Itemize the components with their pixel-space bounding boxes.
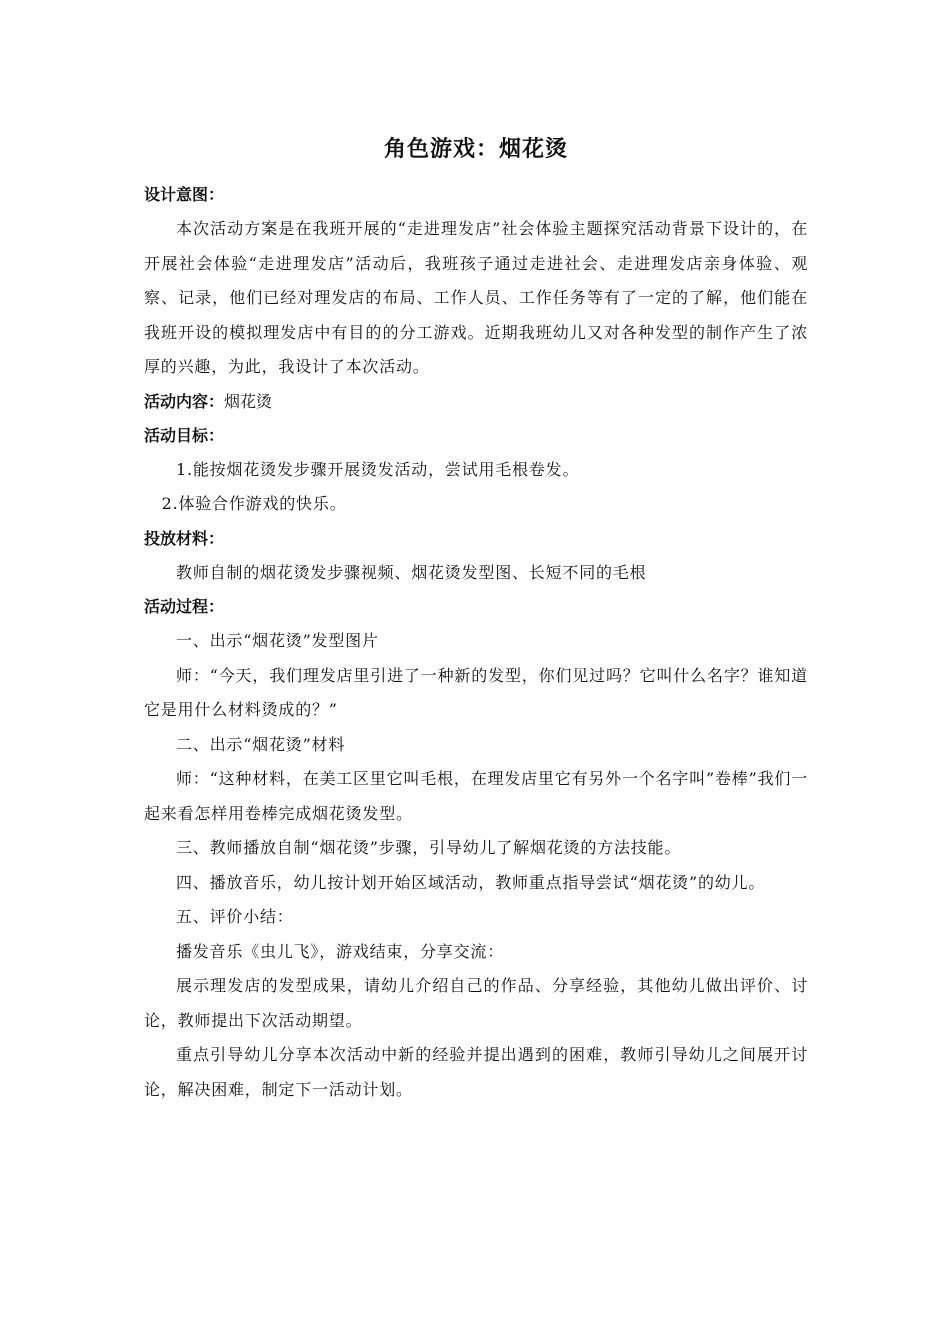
content-value: 烟花烫 bbox=[224, 391, 273, 411]
process-paragraph: 三、教师播放自制“烟花烫”步骤，引导幼儿了解烟花烫的方法技能。 bbox=[176, 838, 682, 857]
process-paragraph: 一、出示“烟花烫”发型图片 bbox=[176, 631, 379, 650]
process-paragraph: 师：“今天，我们理发店里引进了一种新的发型，你们见过吗？它叫什么名字？谁知道它是用什么材料烫成的？” bbox=[144, 665, 808, 719]
process-paragraph: 四、播放音乐，幼儿按计划开始区域活动，教师重点指导尝试“烟花烫”的幼儿。 bbox=[176, 872, 766, 892]
process-paragraph: 重点引导幼儿分享本次活动中新的经验并提出遇到的困难，教师引导幼儿之间展开讨论，解决困难，制定下一活动计划。 bbox=[144, 1045, 808, 1099]
document-page bbox=[144, 128, 808, 1107]
process-paragraph: 二、出示“烟花烫”材料 bbox=[176, 734, 346, 754]
content-heading-line bbox=[144, 385, 808, 419]
process-heading: 活动过程： bbox=[144, 597, 225, 616]
process-paragraph: 师：“这种材料，在美工区里它叫毛根，在理发店里它有另外一个名字叫”卷棒”我们一起来看怎样用卷棒完成烟花烫发型。 bbox=[144, 769, 808, 823]
process-paragraph: 播发音乐《虫儿飞》，游戏结束，分享交流： bbox=[176, 941, 505, 961]
process-paragraph: 五、评价小结： bbox=[176, 907, 294, 926]
design-intent-heading: 设计意图： bbox=[144, 185, 225, 204]
goal-item-1: 1.能按烟花烫发步骤开展烫发活动，尝试用毛根卷发。 bbox=[176, 459, 580, 479]
content-heading: 活动内容： bbox=[144, 391, 225, 411]
materials-paragraph: 教师自制的烟花烫发步骤视频、烟花烫发型图、长短不同的毛根 bbox=[176, 562, 647, 582]
process-paragraph: 展示理发店的发型成果，请幼儿介绍自己的作品、分享经验，其他幼儿做出评价、讨论，教师提出下次活动期望。 bbox=[144, 976, 808, 1030]
goals-heading: 活动目标： bbox=[144, 425, 225, 445]
design-intent-paragraph: 本次活动方案是在我班开展的“走进理发店”社会体验主题探究活动背景下设计的，在开展社会体验“走进理发店”活动后，我班孩子通过走进社会、走进理发店亲身体验、观察、记录，他们已经对理发店的布局、工作人员、工作任务等有了一定的了解，他们能在我班开设的模拟理发店中有目的的分工游戏。近期我班幼儿又对各种发型的制作产生了浓厚的兴趣，为此，我设计了本次活动。 bbox=[144, 219, 808, 376]
materials-heading: 投放材料： bbox=[144, 528, 225, 548]
document-title: 角色游戏：烟花烫 bbox=[383, 137, 568, 162]
goal-item-2: 2.体验合作游戏的快乐。 bbox=[161, 494, 347, 513]
